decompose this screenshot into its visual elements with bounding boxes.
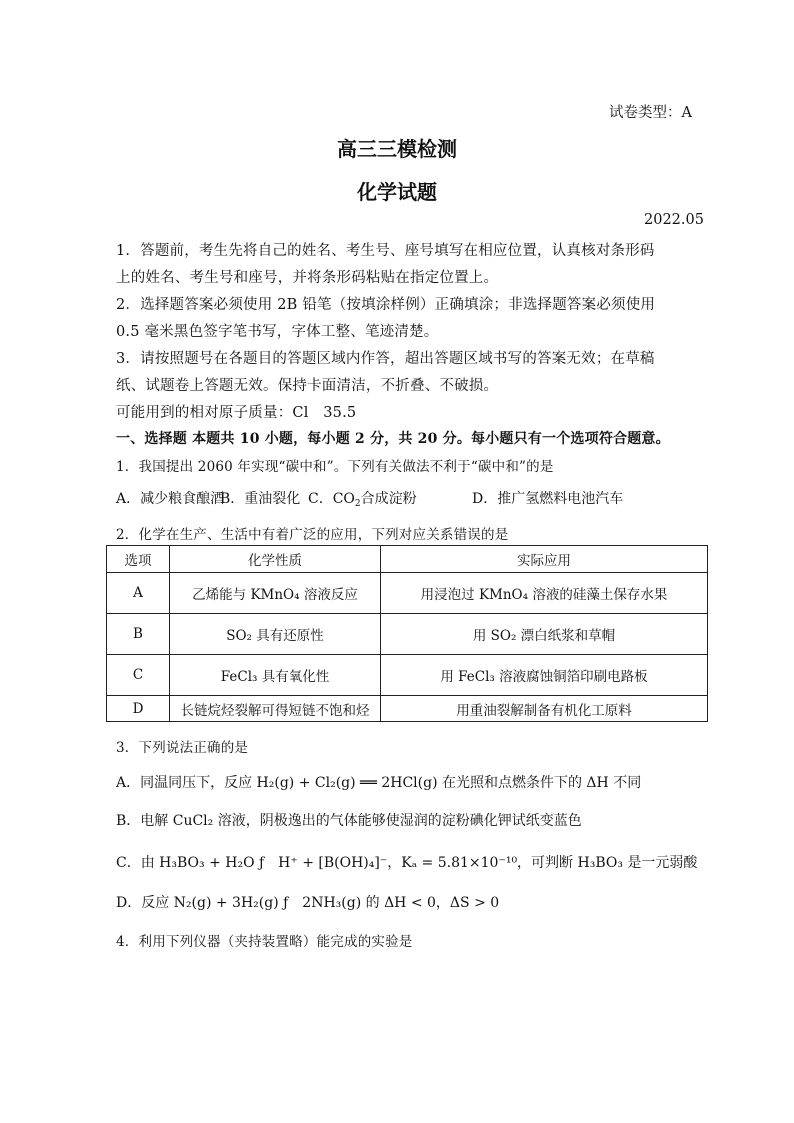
instruction-line: 纸、试题卷上答题无效。保持卡面清洁，不折叠、不破损。 [116, 378, 499, 394]
q3-stem: 3．下列说法正确的是 [116, 740, 249, 756]
q1-option-c: C．$CO_2$合成淀粉 [308, 491, 417, 509]
table-cell: B [107, 614, 170, 655]
q3-option-c: C．由 H₃BO₃ + H₂O ƒ H⁺ + [B(OH)₄]⁻，Kₐ = 5.81×10⁻¹⁰，可判断 H₃BO₃ 是一元弱酸 [116, 855, 698, 871]
page-title: 高三三模检测 [337, 137, 457, 161]
q3-option-b: B．电解 CuCl₂ 溶液，阴极逸出的气体能够使湿润的淀粉碘化钾试纸变蓝色 [116, 813, 582, 829]
q3-option-d: D．反应 N₂(g) + 3H₂(g) ƒ 2NH₃(g) 的 ΔH < 0，ΔS > 0 [116, 895, 500, 911]
q1-stem: 1．我国提出 2060 年实现“碳中和”。下列有关做法不利于“碳中和”的是 [116, 459, 554, 475]
table-cell: 用 SO₂ 漂白纸浆和草帽 [381, 614, 708, 655]
instruction-line: 1．答题前，考生先将自己的姓名、考生号、座号填写在相应位置，认真核对条形码 [116, 243, 655, 259]
q1-option-d: D．推广氢燃料电池汽车 [472, 491, 624, 507]
exam-date: 2022.05 [644, 212, 704, 228]
table-row [107, 614, 708, 655]
q2-stem: 2．化学在生产、生活中有着广泛的应用，下列对应关系错误的是 [116, 527, 509, 543]
table-header: 实际应用 [381, 546, 708, 573]
instruction-line: 2．选择题答案必须使用 2B 铅笔（按填涂样例）正确填涂；非选择题答案必须使用 [116, 297, 656, 313]
exam-type: 试卷类型：A [609, 105, 692, 121]
table-row [107, 696, 708, 722]
table-cell: 长链烷烃裂解可得短链不饱和烃 [170, 696, 381, 722]
atomic-mass-note: 可能用到的相对原子质量：Cl 35.5 [116, 405, 357, 421]
q2-table [106, 545, 708, 722]
table-cell: C [107, 655, 170, 696]
table-row [107, 655, 708, 696]
table-cell: 用浸泡过 KMnO₄ 溶液的硅藻土保存水果 [381, 573, 708, 614]
table-cell: SO₂ 具有还原性 [170, 614, 381, 655]
table-cell: 用 FeCl₃ 溶液腐蚀铜箔印刷电路板 [381, 655, 708, 696]
instruction-line: 上的姓名、考生号和座号，并将条形码粘贴在指定位置上。 [116, 270, 499, 286]
table-cell: 乙烯能与 KMnO₄ 溶液反应 [170, 573, 381, 614]
q1-option-a: A．减少粮食酿酒 [116, 491, 225, 507]
instruction-line: 0.5 毫米黑色签字笔书写，字体工整、笔迹清楚。 [116, 324, 439, 340]
table-cell: D [107, 696, 170, 722]
q1-option-b: B．重油裂化 [220, 491, 301, 507]
q3-option-a: A．同温同压下，反应 H₂(g) + Cl₂(g) ══ 2HCl(g) 在光照和点燃条件下的 ΔH 不同 [116, 775, 642, 791]
section-heading: 一、选择题 本题共 10 小题，每小题 2 分，共 20 分。每小题只有一个选项符合题意。 [116, 431, 670, 447]
table-cell: 用重油裂解制备有机化工原料 [381, 696, 708, 722]
q4-stem: 4．利用下列仪器（夹持装置略）能完成的实验是 [116, 934, 413, 950]
table-row [107, 573, 708, 614]
table-cell: FeCl₃ 具有氧化性 [170, 655, 381, 696]
table-header: 化学性质 [170, 546, 381, 573]
table-cell: A [107, 573, 170, 614]
table-header: 选项 [107, 546, 170, 573]
subject-title: 化学试题 [357, 180, 437, 204]
instruction-line: 3．请按照题号在各题目的答题区域内作答，超出答题区域书写的答案无效；在草稿 [116, 351, 655, 367]
